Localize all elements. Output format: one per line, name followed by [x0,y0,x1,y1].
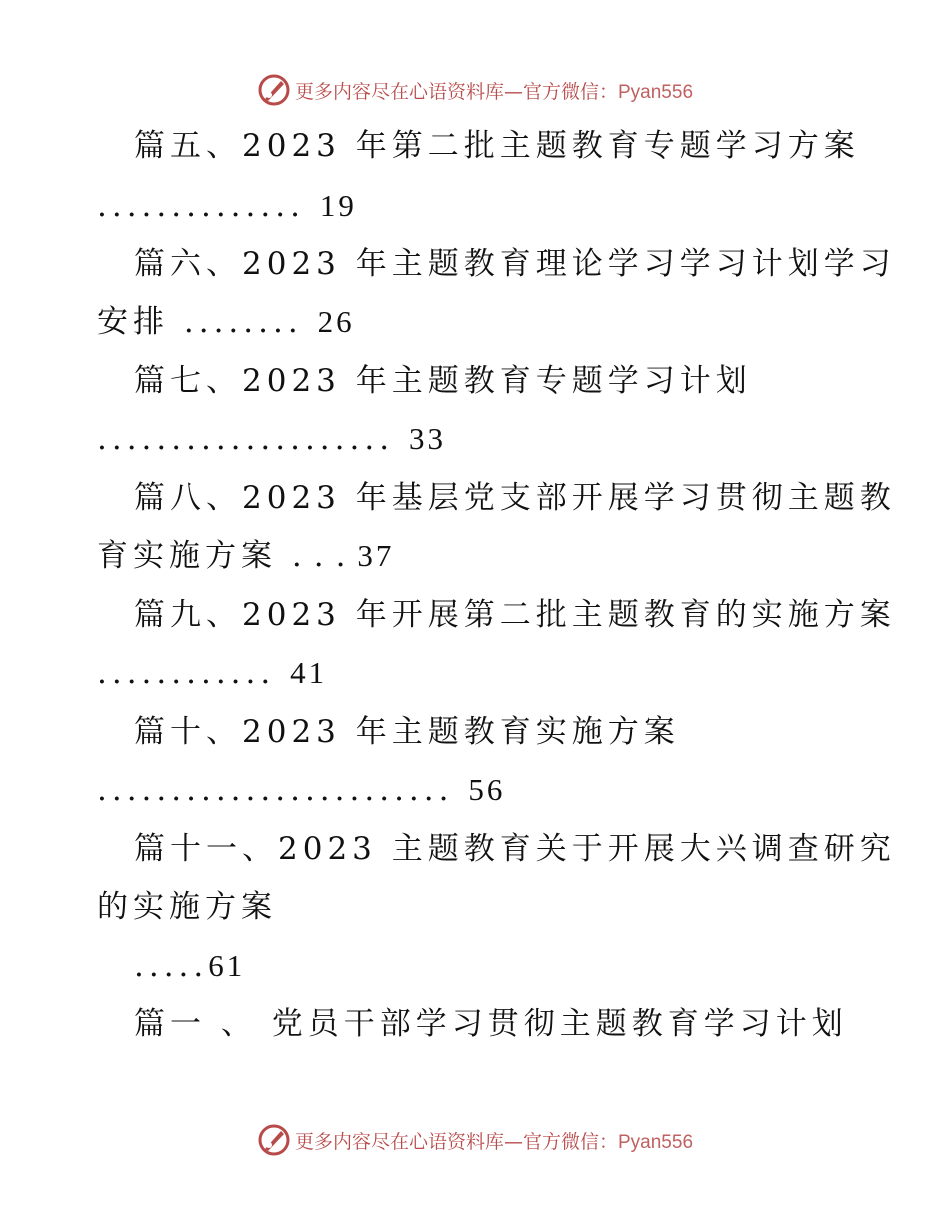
toc-entry-10-title: 篇十、2023 年主题教育实施方案 [134,714,680,750]
toc-entry-9-leader [97,653,327,693]
toc-entry-11-title: 篇十一、2023 主题教育关于开展大兴调查研究 [134,831,896,867]
toc-entry-6-title: 篇六、2023 年主题教育理论学习学习计划学习 [134,246,896,282]
toc-page-number: 26 [317,304,355,339]
toc-entry-11-leader [134,946,245,986]
toc-page-number: 56 [468,772,506,807]
toc-leader-dots: ... [291,538,358,574]
toc-entry-7-leader [97,419,446,459]
banner-label: 更多内容尽在心语资料库—官方微信： [294,1130,618,1153]
toc-continuation: 安排 [97,304,169,340]
quill-logo-icon [257,1123,291,1157]
header-banner [0,70,950,110]
toc-entry-5-leader [97,186,357,226]
banner-label: 更多内容尽在心语资料库—官方微信： [294,80,618,103]
toc-entry-10-leader [97,770,505,810]
toc-leader-dots: .................... [97,421,395,457]
toc-entry-5-title: 篇五、2023 年第二批主题教育专题学习方案 [134,128,860,164]
banner-text [295,1127,693,1154]
banner-text [295,77,693,104]
toc-page-number: 61 [208,948,246,983]
toc-leader-dots: ..... [134,948,209,984]
quill-logo-icon [257,73,291,107]
toc-page-number: 33 [408,421,446,456]
toc-entry-9-title: 篇九、2023 年开展第二批主题教育的实施方案 [134,597,896,633]
toc-leader-dots: .............. [97,188,305,224]
toc-page-number: 41 [290,655,328,690]
toc-entry-8-title: 篇八、2023 年基层党支部开展学习贯彻主题教 [134,480,896,516]
footer-banner [0,1120,950,1160]
toc-leader-dots: ........................ [97,772,454,808]
toc-leader-dots: ............ [97,655,276,691]
toc-leader-dots: ........ [183,304,303,340]
toc-entry-8-leader [97,536,394,576]
toc-entry-6-leader [97,302,355,342]
section-heading: 篇一 、 党员干部学习贯彻主题教育学习计划 [134,1006,848,1042]
banner-wechat-id: Pyan556 [618,1131,694,1153]
toc-entry-11-cont: 的实施方案 [97,889,277,925]
banner-wechat-id: Pyan556 [618,81,694,103]
toc-page-number: 19 [319,188,357,223]
toc-continuation: 育实施方案 [97,538,277,574]
toc-entry-7-title: 篇七、2023 年主题教育专题学习计划 [134,363,752,399]
toc-page-number: 37 [357,538,395,573]
